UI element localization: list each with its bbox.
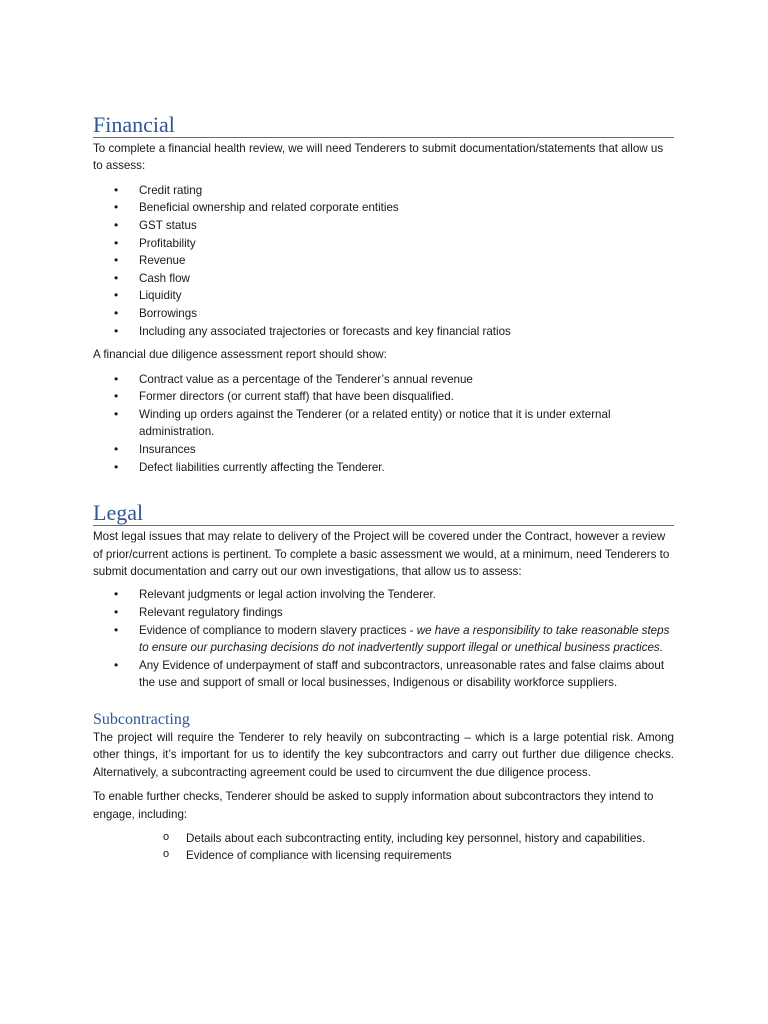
- subcontracting-paragraph-2: To enable further checks, Tenderer should be asked to supply information about subcontractors they intend to engage, including:: [93, 790, 654, 821]
- list-item: [93, 622, 674, 657]
- list-item: • Liquidity: [93, 287, 674, 305]
- list-item-text: Evidence of compliance to modern slavery practices -: [139, 623, 417, 637]
- list-item: • Borrowings: [93, 305, 674, 323]
- legal-heading: Legal: [93, 501, 674, 526]
- list-item: • Defect liabilities currently affecting the Tenderer.: [93, 459, 674, 477]
- list-item: • Any Evidence of underpayment of staff and subcontractors, unreasonable rates and false claims about the use and support of small or local businesses, Indigenous or disability workforce suppliers.: [93, 657, 674, 692]
- list-item: • Including any associated trajectories or forecasts and key financial ratios: [93, 323, 674, 341]
- financial-heading: Financial: [93, 113, 674, 138]
- subcontracting-heading: Subcontracting: [93, 710, 190, 728]
- list-item: • Former directors (or current staff) that have been disqualified.: [93, 388, 674, 406]
- legal-list: [93, 586, 674, 692]
- financial-report-intro: A financial due diligence assessment report should show:: [93, 348, 387, 362]
- list-item: • GST status: [93, 217, 674, 235]
- list-item: • Contract value as a percentage of the Tenderer’s annual revenue: [93, 371, 674, 389]
- financial-intro: To complete a financial health review, we will need Tenderers to submit documentation/statements that allow us to assess:: [93, 142, 664, 173]
- list-item: • Cash flow: [93, 270, 674, 288]
- list-item-emphasis: we have a responsibility to take reasonable steps to ensure our purchasing decisions do not inadvertently support illegal or unethical business practices.: [139, 623, 670, 655]
- subcontracting-list: [93, 830, 674, 865]
- list-item: o Evidence of compliance with licensing requirements: [93, 847, 674, 864]
- financial-assess-list: [93, 182, 674, 340]
- document-content: [93, 0, 674, 865]
- list-item: • Insurances: [93, 441, 674, 459]
- legal-intro: Most legal issues that may relate to delivery of the Project will be covered under the Contract, however a review of prior/current actions is pertinent. To complete a basic assessment we would, at a minimum, need Tenderers to submit documentation and carry out our own investigations, that allow us to assess:: [93, 530, 670, 578]
- list-item: • Relevant regulatory findings: [93, 604, 674, 622]
- list-item: • Credit rating: [93, 182, 674, 200]
- list-item: • Winding up orders against the Tenderer (or a related entity) or notice that it is under external administration.: [93, 406, 674, 441]
- list-item: • Profitability: [93, 235, 674, 253]
- list-item: • Revenue: [93, 252, 674, 270]
- financial-report-list: [93, 371, 674, 477]
- list-item: o Details about each subcontracting entity, including key personnel, history and capabilities.: [93, 830, 674, 847]
- list-item: • Relevant judgments or legal action involving the Tenderer.: [93, 586, 674, 604]
- list-item: • Beneficial ownership and related corporate entities: [93, 199, 674, 217]
- subcontracting-paragraph-1: The project will require the Tenderer to rely heavily on subcontracting – which is a large potential risk. Among other things, it’s important for us to identify the key subcontractors and carry out further due diligence checks. Alternatively, a subcontracting agreement could be used to circumvent the due diligence process.: [93, 730, 674, 779]
